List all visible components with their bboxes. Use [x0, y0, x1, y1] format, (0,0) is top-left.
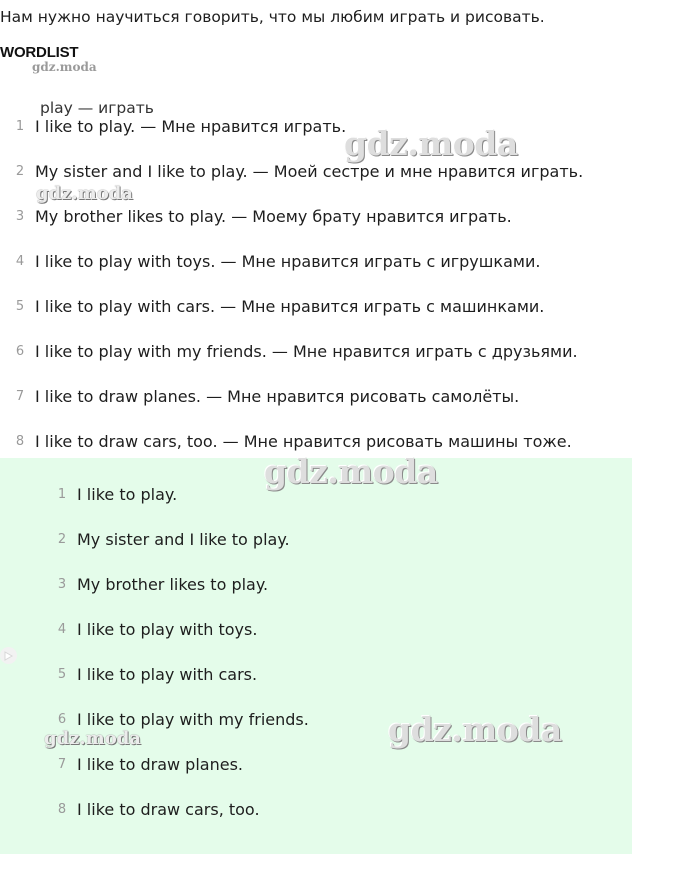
list-item: [56, 482, 177, 506]
watermark: gdz.moda: [344, 124, 518, 163]
item-number: 8: [15, 433, 25, 449]
item-number: 4: [15, 253, 25, 269]
list-item: [56, 707, 309, 731]
item-text: I like to draw cars, too. — Мне нравится рисовать машины тоже.: [35, 431, 572, 451]
list-item: [14, 159, 583, 183]
item-text: I like to draw planes.: [77, 754, 243, 774]
list-item: [14, 429, 572, 453]
item-text: I like to play. — Мне нравится играть.: [35, 116, 347, 136]
item-number: 3: [57, 576, 67, 592]
clipped-word-line: play — играть: [40, 99, 154, 117]
item-number: 1: [57, 486, 67, 502]
item-number: 3: [15, 208, 25, 224]
play-triangle-icon: [4, 651, 13, 661]
item-text: I like to play with my friends.: [77, 709, 309, 729]
list-item: [56, 572, 268, 596]
list-item: [56, 662, 257, 686]
item-text: My brother likes to play.: [77, 574, 269, 594]
watermark: gdz.moda: [264, 452, 438, 491]
play-icon[interactable]: [0, 647, 17, 664]
item-number: 7: [15, 388, 25, 404]
list-item: [56, 797, 260, 821]
item-number: 1: [15, 118, 25, 134]
item-text: I like to draw planes. — Мне нравится рисовать самолёты.: [35, 386, 520, 406]
item-number: 6: [15, 343, 25, 359]
item-number: 8: [57, 801, 67, 817]
item-number: 4: [57, 621, 67, 637]
list-item: [56, 527, 290, 551]
item-number: 6: [57, 711, 67, 727]
list-item: [14, 249, 540, 273]
item-text: I like to play with cars.: [77, 664, 258, 684]
item-text: My brother likes to play. — Моему брату нравится играть.: [35, 206, 512, 226]
item-number: 2: [15, 163, 25, 179]
item-text: I like to draw cars, too.: [77, 799, 260, 819]
answer-block: [0, 458, 632, 854]
list-item: [14, 114, 346, 138]
item-number: 5: [15, 298, 25, 314]
watermark: gdz.moda: [32, 60, 97, 74]
list-item: [56, 617, 257, 641]
item-text: My sister and I like to play. — Моей сестре и мне нравится играть.: [35, 161, 584, 181]
list-item: [14, 204, 512, 228]
list-item: [14, 384, 519, 408]
list-item: [56, 752, 243, 776]
watermark: gdz.moda: [36, 183, 133, 204]
item-text: I like to play.: [77, 484, 178, 504]
item-number: 2: [57, 531, 67, 547]
watermark: gdz.moda: [44, 728, 141, 749]
item-text: I like to play with toys. — Мне нравится играть с игрушками.: [35, 251, 541, 271]
intro-text: Нам нужно научиться говорить, что мы любим играть и рисовать.: [0, 8, 545, 26]
item-text: I like to play with cars. — Мне нравится играть с машинками.: [35, 296, 545, 316]
item-number: 7: [57, 756, 67, 772]
wordlist-heading: WORDLIST: [0, 44, 79, 61]
list-item: [14, 294, 544, 318]
watermark: gdz.moda: [388, 710, 562, 749]
list-item: [14, 339, 578, 363]
item-text: My sister and I like to play.: [77, 529, 290, 549]
item-number: 5: [57, 666, 67, 682]
item-text: I like to play with my friends. — Мне нравится играть с друзьями.: [35, 341, 578, 361]
item-text: I like to play with toys.: [77, 619, 258, 639]
